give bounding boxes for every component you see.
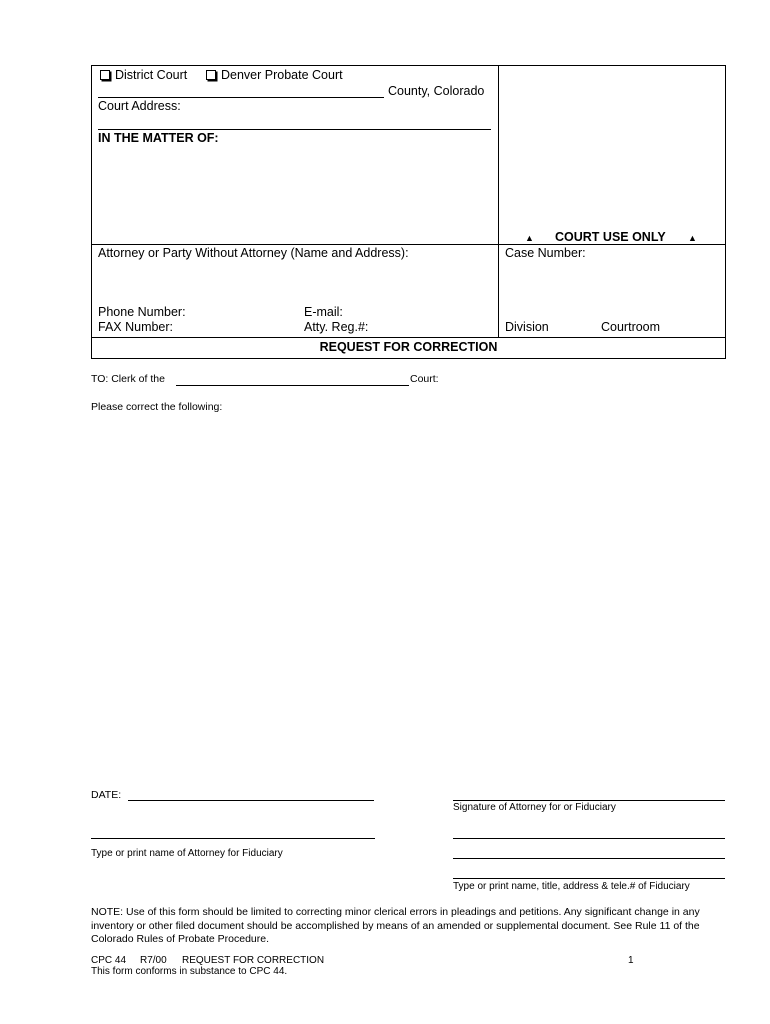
phone-label: Phone Number:	[98, 305, 186, 319]
up-arrow-right-icon: ▲	[688, 233, 697, 243]
courtroom-label: Courtroom	[601, 320, 661, 334]
county-suffix: County, Colorado	[388, 84, 485, 98]
caption-divider-middle	[91, 244, 726, 245]
footer-page-number: 1	[628, 955, 634, 966]
clerk-court-blank-line[interactable]	[176, 385, 409, 386]
footer-form-name: REQUEST FOR CORRECTION	[182, 955, 325, 966]
district-court-label: District Court	[115, 68, 188, 82]
attorney-label: Attorney or Party Without Attorney (Name and Address):	[98, 246, 409, 260]
footer-conformance: This form conforms in substance to CPC 44.	[91, 966, 288, 977]
county-blank-line[interactable]	[98, 97, 384, 98]
court-address-line[interactable]	[98, 129, 491, 130]
matter-label: IN THE MATTER OF:	[98, 131, 219, 145]
court-use-only-label: COURT USE ONLY	[555, 230, 666, 244]
footer-revision: R7/00	[140, 955, 167, 966]
date-line[interactable]	[128, 800, 374, 801]
denver-probate-court-label: Denver Probate Court	[221, 68, 343, 82]
date-label: DATE:	[91, 789, 122, 801]
fiduciary-line-3[interactable]	[453, 878, 725, 879]
footer-form-code: CPC 44	[91, 955, 127, 966]
caption-box	[91, 65, 726, 359]
instruction-text: Please correct the following:	[91, 401, 223, 413]
form-title: REQUEST FOR CORRECTION	[319, 340, 498, 354]
division-label: Division	[505, 320, 549, 334]
attorney-signature-label: Signature of Attorney for or Fiduciary	[453, 802, 616, 813]
to-clerk-prefix: TO: Clerk of the	[91, 373, 165, 385]
atty-reg-label: Atty. Reg.#:	[304, 320, 369, 334]
fiduciary-line-2[interactable]	[453, 858, 725, 859]
district-court-checkbox[interactable]	[100, 70, 110, 80]
fiduciary-line-1[interactable]	[453, 838, 725, 839]
fax-label: FAX Number:	[98, 320, 174, 334]
attorney-print-name-line[interactable]	[91, 838, 375, 839]
attorney-signature-line[interactable]	[453, 800, 725, 801]
fiduciary-print-name-label: Type or print name, title, address & tele.# of Fiduciary	[453, 881, 690, 892]
caption-divider-vertical	[498, 65, 499, 337]
email-label: E-mail:	[304, 305, 343, 319]
up-arrow-left-icon: ▲	[525, 233, 534, 243]
district-court-option[interactable]	[100, 68, 187, 82]
denver-probate-court-option[interactable]	[206, 68, 343, 82]
denver-probate-court-checkbox[interactable]	[206, 70, 216, 80]
court-address-label: Court Address:	[98, 99, 181, 113]
attorney-print-name-label: Type or print name of Attorney for Fiduciary	[91, 848, 283, 859]
to-clerk-suffix: Court:	[410, 373, 439, 385]
note-paragraph: NOTE: Use of this form should be limited to correcting minor clerical errors in pleadings and petitions. Any significant change in any inventory or other filed document should be accomplished by means of an amended or supplemental document. See Rule 11 of the Colorado Rules of Probate Procedure.	[91, 906, 700, 945]
caption-divider-title	[91, 337, 726, 338]
case-number-label: Case Number:	[505, 246, 586, 260]
